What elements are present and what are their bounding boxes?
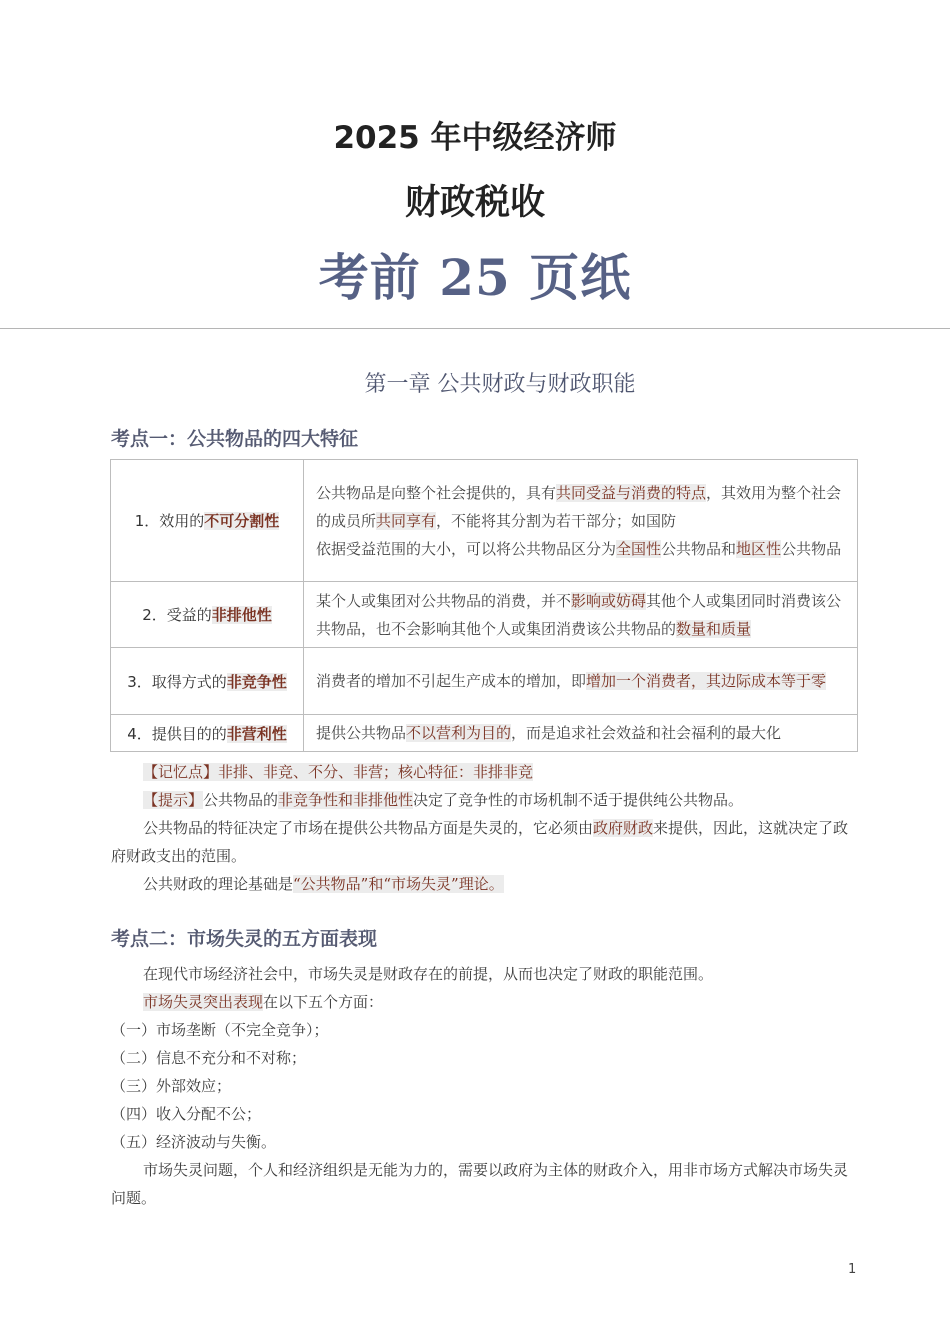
desc-text: 其他个人或集团同时消费该公共物品，也不会影响其他个人或集团消费该公共物品的: [316, 591, 842, 638]
feature-cell: [111, 648, 304, 715]
feature-cell: [111, 460, 304, 582]
paragraph-highlight: 政府财政: [593, 819, 654, 837]
theory-paragraph: [111, 870, 859, 898]
paragraph-text: 公共财政的理论基础是: [143, 875, 294, 893]
header-divider: [0, 328, 950, 329]
tip-text: 决定了竞争性的市场机制不适于提供纯公共物品。: [413, 791, 744, 809]
feature-cell: [111, 715, 304, 752]
table-row: [111, 648, 858, 715]
tip-highlight: 非竞争性和非排他性: [278, 791, 414, 809]
desc-text: 公共物品和: [661, 539, 737, 558]
desc-text: 公共物品: [781, 539, 842, 558]
conclusion-paragraph: 市场失灵问题，个人和经济组织是无能为力的，需要以政府为主体的财政介入，用非市场方式解决市场失灵问题。: [111, 1161, 849, 1207]
list-lead-text: 在以下五个方面：: [263, 993, 384, 1011]
desc-highlight: 数量和质量: [676, 619, 752, 638]
desc-text: 某个人或集团对公共物品的消费，并不: [316, 591, 572, 610]
feature-key: 非竞争性: [226, 672, 287, 691]
feature-prefix: 1．效用的: [134, 512, 205, 530]
desc-highlight: 全国性: [616, 539, 662, 558]
memory-point-text: 【记忆点】非排、非竞、不分、非营；核心特征：非排非竞: [143, 763, 534, 781]
list-item: （二）信息不充分和不对称；: [111, 1049, 307, 1067]
feature-key: 非排他性: [211, 606, 272, 624]
desc-cell: [304, 715, 858, 752]
table-row: [111, 582, 858, 648]
doc-title-main: 考前 25 页纸: [318, 248, 632, 307]
failure-list: [111, 988, 859, 1156]
features-table: [110, 459, 858, 752]
paragraph-text: 来提供，因此，这就决定了政府财政支出的范围。: [111, 819, 849, 865]
desc-highlight: 增加一个消费者，其边际成本等于零: [586, 672, 827, 690]
intro-paragraph: 在现代市场经济社会中，市场失灵是财政存在的前提，从而也决定了财政的职能范围。: [143, 965, 714, 983]
feature-prefix: 3．取得方式的: [127, 672, 227, 691]
desc-cell: [304, 648, 858, 715]
list-lead-highlight: 市场失灵突出表现: [143, 993, 264, 1011]
list-item: （三）外部效应；: [111, 1077, 232, 1095]
desc-text: ，不能将其分割为若干部分；如国防: [436, 511, 677, 530]
feature-prefix: 2．受益的: [142, 606, 212, 624]
desc-highlight: 地区性: [736, 539, 782, 558]
paragraph-text: 公共物品的特征决定了市场在提供公共物品方面是失灵的，它必须由: [143, 819, 594, 837]
desc-highlight: 影响或妨碍: [571, 591, 647, 610]
doc-title-subject: 财政税收: [404, 183, 545, 223]
section-heading-1: 考点一：公共物品的四大特征: [111, 428, 359, 450]
list-lead: [111, 988, 859, 1016]
desc-text: ，其效用为整个社会的成员所: [316, 483, 842, 530]
desc-cell: [304, 582, 858, 648]
feature-key: 非营利性: [226, 724, 287, 743]
desc-highlight: 共同享有: [376, 511, 437, 530]
tip-text: 公共物品的: [203, 791, 279, 809]
desc-text: 公共物品是向整个社会提供的，具有: [316, 483, 557, 502]
list-item: （一）市场垄断（不完全竞争）；: [111, 1021, 329, 1039]
desc-highlight: 不以营利为目的: [406, 724, 512, 742]
list-item: （四）收入分配不公；: [111, 1105, 262, 1123]
desc-text: 依据受益范围的大小，可以将公共物品区分为: [316, 539, 617, 558]
section-heading-2: 考点二：市场失灵的五方面表现: [111, 928, 378, 950]
page-number: 1: [848, 1262, 857, 1277]
desc-highlight: 共同受益与消费的特点: [556, 483, 707, 502]
desc-text: 提供公共物品: [316, 724, 407, 742]
feature-cell: [111, 582, 304, 648]
table-row: [111, 460, 858, 582]
list-item: （五）经济波动与失衡。: [111, 1133, 277, 1151]
desc-text: 消费者的增加不引起生产成本的增加，即: [316, 672, 587, 690]
table-row: [111, 715, 858, 752]
tip-label: 【提示】: [143, 791, 204, 809]
feature-key: 不可分割性: [204, 512, 280, 530]
paragraph-highlight: “公共物品”和“市场失灵”理论。: [293, 875, 504, 893]
feature-prefix: 4．提供目的的: [127, 724, 227, 743]
desc-cell: [304, 460, 858, 582]
memory-point: [111, 758, 859, 786]
chapter-title: 第一章 公共财政与财政职能: [364, 372, 636, 397]
desc-text: ，而是追求社会效益和社会福利的最大化: [511, 724, 782, 742]
feature-paragraph: [111, 814, 859, 870]
doc-title-exam: 2025 年中级经济师: [333, 120, 617, 156]
tip-paragraph: [111, 786, 859, 814]
